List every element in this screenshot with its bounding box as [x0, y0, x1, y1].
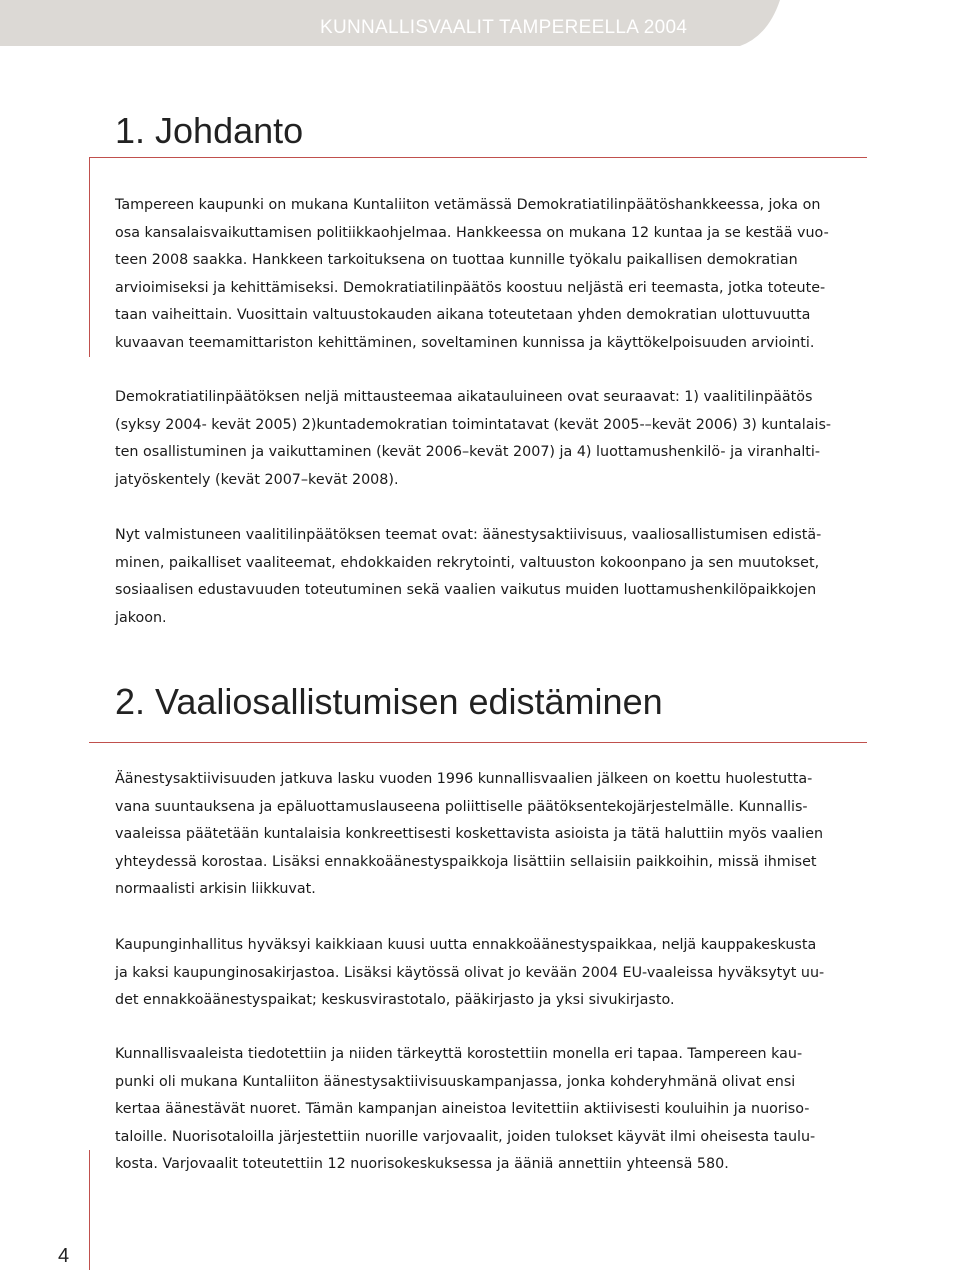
text-line: punki oli mukana Kuntaliiton äänestysaktiivisuuskampanjassa, jonka kohderyhmänä olivat ensi: [115, 1073, 796, 1090]
footer-vertical-rule: [89, 1150, 90, 1270]
section-1-vertical-rule: [89, 157, 90, 357]
text-line: (syksy 2004- kevät 2005) 2)kuntademokratian toimintatavat (kevät 2005-–kevät 2006) 3) kuntalais-: [115, 416, 832, 433]
section-heading-vaaliosallistumisen-edistaminen: 2. Vaaliosallistumisen edistäminen: [115, 681, 663, 722]
text-line: taloille. Nuorisotaloilla järjestettiin nuorille varjovaalit, joiden tulokset käyvät ilmi oheisesta taulu-: [115, 1128, 816, 1145]
text-line: arvioimiseksi ja kehittämiseksi. Demokratiatilinpäätös koostuu neljästä eri teemasta, jotka toteute-: [115, 279, 826, 296]
text-line: osa kansalaisvaikuttamisen politiikkaohjelmaa. Hankkeessa on mukana 12 kuntaa ja se kestää vuo-: [115, 224, 829, 241]
text-line: normaalisti arkisin liikkuvat.: [115, 881, 316, 897]
text-line: taan vaiheittain. Vuosittain valtuustokauden aikana toteutetaan yhden demokratian ulottuvuutta: [115, 307, 811, 323]
text-line: Äänestysaktiivisuuden jatkuva lasku vuoden 1996 kunnallisvaalien jälkeen on koettu huolestutta-: [115, 771, 813, 787]
page-header: [0, 0, 960, 46]
page-number: 4: [58, 1245, 70, 1267]
text-line: det ennakkoäänestyspaikat; keskusvirastotalo, pääkirjasto ja yksi sivukirjasto.: [115, 992, 675, 1008]
text-line: vana suuntauksena ja epäluottamuslauseena poliittiselle päätöksentekojärjestelmälle. Kunnallis-: [115, 798, 808, 815]
text-line: yhteydessä korostaa. Lisäksi ennakkoäänestyspaikkoja lisättiin sellaisiin paikkoihin, missä ihmiset: [115, 853, 817, 870]
text-line: Demokratiatilinpäätöksen neljä mittausteemaa aikatauluineen ovat seuraavat: 1) vaalitilinpäätös: [115, 389, 813, 405]
text-line: kertaa äänestävät nuoret. Tämän kampanjan aineistoa levitettiin aktiivisesti kouluihin ja nuoriso-: [115, 1101, 810, 1117]
text-line: jatyöskentely (kevät 2007–kevät 2008).: [115, 471, 399, 488]
text-line: Kunnallisvaaleista tiedotettiin ja niiden tärkeyttä korostettiin monella eri tapaa. Tampereen kau-: [115, 1046, 803, 1062]
text-line: sosiaalisen edustavuuden toteutuminen sekä vaalien vaikutus muiden luottamushenkilöpaikkojen: [115, 582, 817, 598]
text-line: jakoon.: [115, 609, 167, 626]
text-line: kuvaavan teemamittariston kehittäminen, soveltaminen kunnissa ja käyttökelpoisuuden arviointi.: [115, 334, 815, 351]
text-line: kosta. Varjovaalit toteutettiin 12 nuorisokeskuksessa ja ääniä annettiin yhteensä 580.: [115, 1156, 729, 1172]
text-line: teen 2008 saakka. Hankkeen tarkoituksena on tuottaa kunnille työkalu paikallisen demokratian: [115, 252, 798, 268]
section-1-horizontal-rule: [89, 157, 867, 158]
header-title: KUNNALLISVAALIT TAMPEREELLA 2004: [320, 17, 688, 38]
section-2-horizontal-rule: [89, 742, 867, 743]
paragraph: [115, 932, 871, 1015]
paragraph: [115, 766, 871, 904]
text-line: minen, paikalliset vaaliteemat, ehdokkaiden rekrytointi, valtuuston kokoonpano ja sen muutokset,: [115, 554, 820, 571]
text-line: vaaleissa päätetään kuntalaisia konkreettisesti koskettavista asioista ja tätä haluttiin myös vaalien: [115, 826, 824, 842]
paragraph: [115, 1041, 871, 1179]
text-line: Tampereen kaupunki on mukana Kuntaliiton vetämässä Demokratiatilinpäätöshankkeessa, joka on: [115, 197, 821, 213]
text-line: ja kaksi kaupunginosakirjastoa. Lisäksi käytössä olivat jo kevään 2004 EU-vaaleissa hyväksytyt uu-: [115, 964, 825, 981]
text-line: Kaupunginhallitus hyväksyi kaikkiaan kuusi uutta ennakkoäänestyspaikkaa, neljä kauppakeskusta: [115, 937, 817, 953]
text-line: Nyt valmistuneen vaalitilinpäätöksen teemat ovat: äänestysaktiivisuus, vaaliosallistumisen edistä-: [115, 527, 822, 543]
paragraph: [115, 192, 871, 357]
section-heading-johdanto: 1. Johdanto: [115, 110, 304, 151]
paragraph: [115, 384, 871, 494]
text-line: ten osallistuminen ja vaikuttaminen (kevät 2006–kevät 2007) ja 4) luottamushenkilö- ja viranhalti-: [115, 444, 821, 460]
paragraph: [115, 522, 871, 632]
